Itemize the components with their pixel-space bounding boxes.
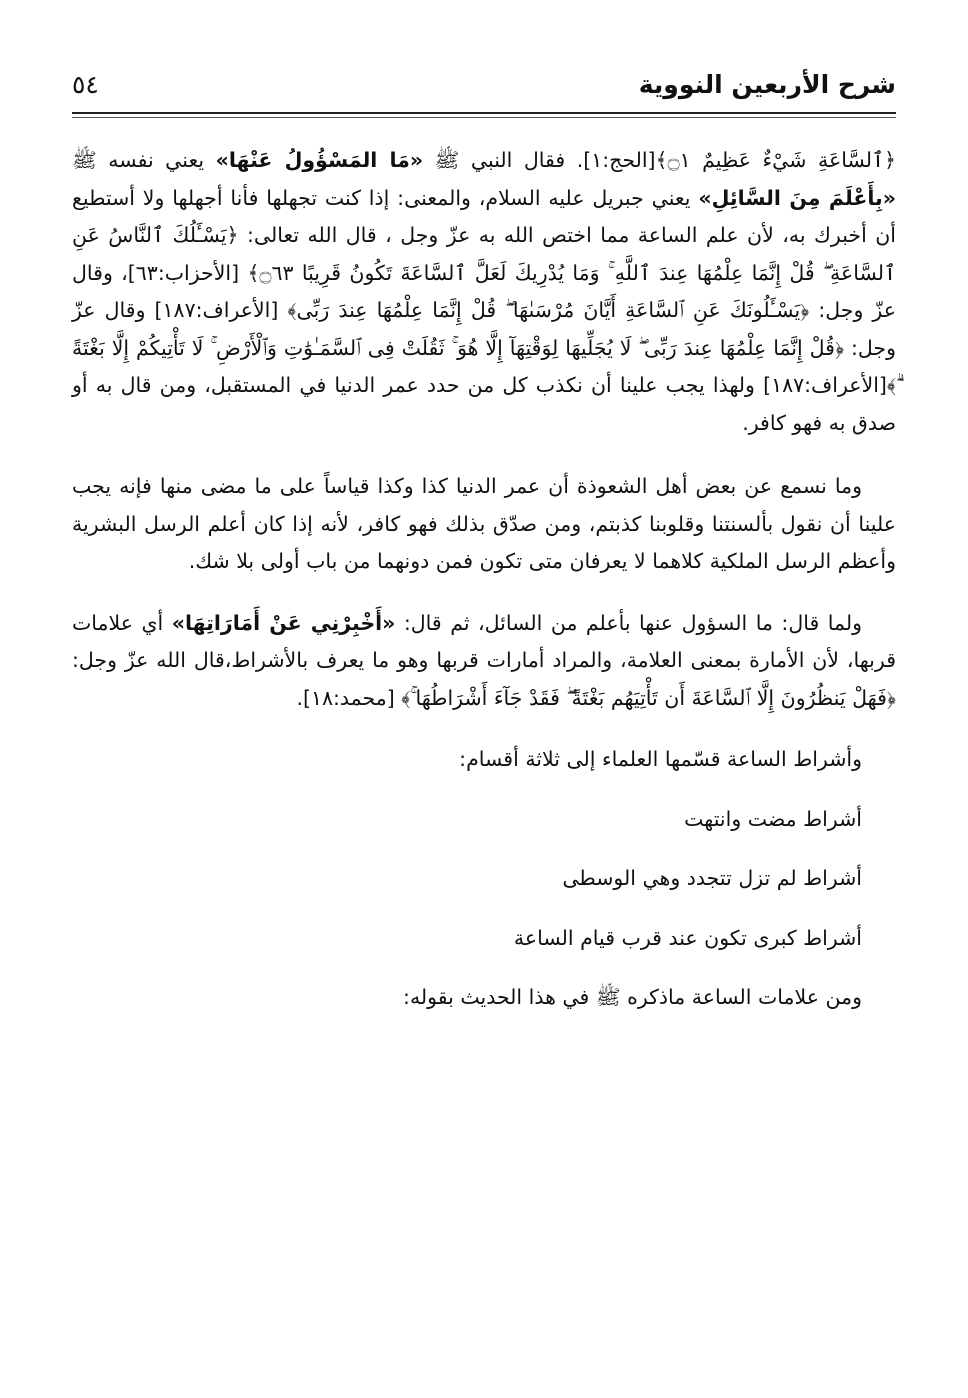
closing-line: ومن علامات الساعة ماذكره ﷺ في هذا الحديث بقوله: — [403, 985, 862, 1009]
text-segment: وما نسمع عن بعض أهل الشعوذة أن عمر الدنيا كذا وكذا قياساً على ما مضى منها فإنه يجب علينا أن نقول بألسنتنا وقلوبنا كذبتم، ومن صدّق بذلك فهو كافر، لأنه إذا كان أعلم الرسل البشرية وأعظم الرسل الملكية كلاهما لا يعرفان متى تكون فمن دونهما من باب أولى بلا شك. — [72, 474, 896, 573]
quran-verse: ﴿فَهَلْ يَنظُرُونَ إِلَّا ٱلسَّاعَةَ أَن تَأْتِيَهُم بَغْتَةً ۖ فَقَدْ جَآءَ أَشْرَاطُهَا ۚ﴾ — [401, 685, 896, 710]
header-rule-thin — [72, 117, 896, 118]
quran-verse: ﴿يَسْـَٔلُونَكَ عَنِ ٱلسَّاعَةِ أَيَّانَ مُرْسَىٰهَا ۖ قُلْ إِنَّمَا عِلْمُهَا عِندَ رَبِّى﴾ — [287, 298, 810, 322]
page-header — [72, 68, 896, 108]
list-item: أشراط كبرى تكون عند قرب قيام الساعة — [513, 925, 862, 950]
text-segment: يعني نفسه ﷺ — [72, 148, 216, 172]
text-segment: [الأعراف:١٨٧] وقال عزّ وجل: — [72, 298, 896, 360]
header-rule — [72, 112, 896, 114]
text-segment: يعني جبريل عليه السلام، والمعنى: إذا كنت تجهلها فأنا أجهلها ولا أستطيع أن أخبرك به، لأن علم الساعة مما اختص الله به عزّ وجل ، قال الله تعالى: — [72, 185, 896, 247]
page-number: ٥٤ — [72, 70, 99, 99]
text-segment: [محمد:١٨]. — [296, 685, 402, 710]
quran-verse: ﴿قُلْ إِنَّمَا عِلْمُهَا عِندَ رَبِّى ۖ لَا يُجَلِّيهَا لِوَقْتِهَآ إِلَّا هُوَ ۚ ثَقُلَتْ فِى ٱلسَّمَـٰوَٰتِ وَٱلْأَرْضِ ۚ لَا تَأْتِيكُمْ إِلَّا بَغْتَةً ۗ﴾ — [72, 335, 896, 397]
signs-list — [72, 741, 896, 957]
text-segment: [الأعراف:١٨٧] ولهذا يجب علينا أن نكذب كل من حدد عمر الدنيا في المستقبل، ومن قال به أو صدق به فهو كافر. — [72, 373, 896, 435]
list-intro: وأشراط الساعة قسّمها العلماء إلى ثلاثة أقسام: — [459, 747, 862, 771]
quran-verse: ﴿يَسْـَٔلُكَ ٱلنَّاسُ عَنِ ٱلسَّاعَةِ ۖ قُلْ إِنَّمَا عِلْمُهَا عِندَ ٱللَّهِ ۚ وَمَا يُدْرِيكَ لَعَلَّ ٱلسَّاعَةَ تَكُونُ قَرِيبًا ۝٦٣﴾ — [72, 223, 896, 285]
text-segment: ولما قال: ما السؤول عنها بأعلم من السائل، ثم قال: — [395, 610, 862, 635]
paragraph-1 — [72, 142, 896, 442]
text-segment: [الحج:١]. فقال النبي ﷺ — [423, 148, 656, 172]
hadith-quote: «مَا المَسْؤُولُ عَنْهَا» — [215, 148, 424, 172]
paragraph-3 — [72, 605, 896, 718]
text-segment: أي علامات قربها، لأن الأمارة بمعنى العلامة، والمراد أمارات قربها وهو ما يعرف بالأشراط،قال الله عزّ وجل: — [72, 610, 896, 672]
hadith-quote: «أَخْبِرْنِي عَنْ أَمَارَاتِهَا» — [171, 610, 396, 635]
running-title: شرح الأربعين النووية — [638, 70, 896, 99]
text-segment: [الأحزاب:٦٣]، وقال عزّ وجل: — [72, 260, 896, 322]
body-text — [72, 142, 896, 1017]
list-item: أشراط لم تزل تتجدد وهي الوسطى — [562, 866, 862, 890]
list-item: أشراط مضت وانتهت — [684, 806, 862, 831]
hadith-quote: «بِأَعْلَمَ مِنَ السَّائِلِ» — [698, 185, 897, 210]
quran-verse: ﴿ٱلسَّاعَةِ شَيْءٌ عَظِيمٌ ۝١﴾ — [655, 148, 896, 172]
paragraph-2 — [72, 468, 896, 581]
